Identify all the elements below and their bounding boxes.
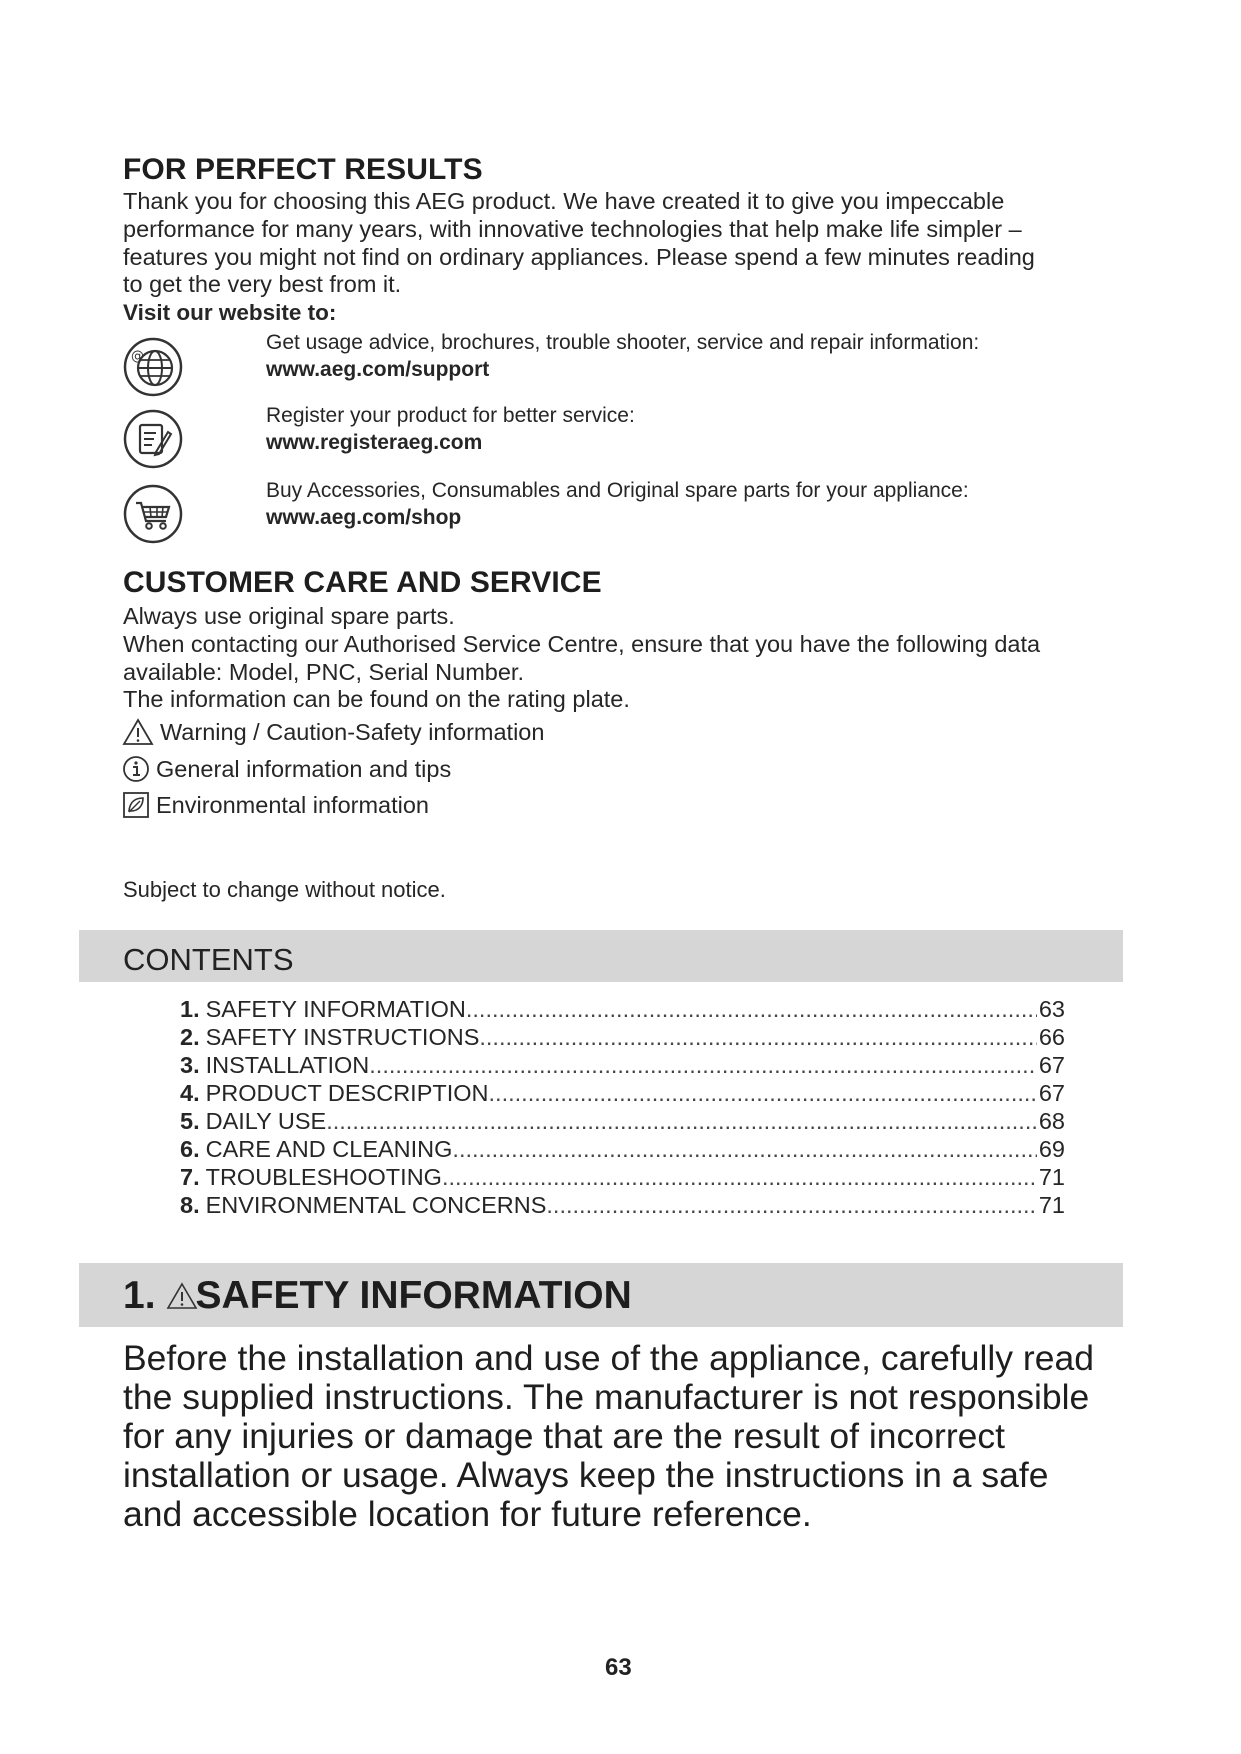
toc-number: 5. (180, 1108, 200, 1134)
toc-label: TROUBLESHOOTING (205, 1164, 442, 1190)
page-number: 63 (605, 1654, 632, 1681)
safety-line: for any injuries or damage that are the result of incorrect (123, 1416, 1006, 1456)
warning-icon (122, 718, 154, 746)
toc-item[interactable] (180, 1052, 1065, 1080)
safety-line: Before the installation and use of the appliance, carefully read (123, 1338, 1094, 1378)
safety-paragraph (123, 1339, 1133, 1534)
intro-line: performance for many years, with innovative technologies that help make life simpler – (123, 215, 1022, 242)
toc-item[interactable] (180, 1192, 1065, 1220)
toc-label: SAFETY INSTRUCTIONS (205, 1024, 480, 1050)
toc-label: PRODUCT DESCRIPTION (205, 1080, 489, 1106)
toc-page: 67 (1038, 1080, 1065, 1106)
link-register-text: Register your product for better service: (266, 404, 635, 427)
register-icon (122, 408, 184, 470)
toc-page: 63 (1038, 996, 1065, 1022)
care-line: The information can be found on the rating plate. (123, 686, 630, 713)
safety-line: the supplied instructions. The manufacturer is not responsible (123, 1377, 1090, 1417)
toc-page: 68 (1038, 1108, 1065, 1134)
toc-leader (466, 996, 1037, 1023)
toc-label: ENVIRONMENTAL CONCERNS (205, 1192, 547, 1218)
legend-environment-label: Environmental information (156, 791, 429, 818)
toc-item[interactable] (180, 1108, 1065, 1136)
toc-leader (326, 1108, 1037, 1135)
toc-item[interactable] (180, 1080, 1065, 1108)
shopping-cart-icon (122, 483, 184, 545)
legend-warning-label: Warning / Caution-Safety information (160, 718, 545, 745)
toc-page: 71 (1038, 1192, 1065, 1218)
toc-item[interactable] (180, 996, 1065, 1024)
legend-info (122, 755, 451, 783)
toc-number: 4. (180, 1080, 200, 1106)
link-shop-text: Buy Accessories, Consumables and Original spare parts for your appliance: (266, 479, 969, 502)
toc-leader (442, 1164, 1037, 1191)
globe-icon (122, 336, 184, 398)
toc-item[interactable] (180, 1164, 1065, 1192)
link-support-url[interactable]: www.aeg.com/support (266, 358, 490, 381)
toc-leader (369, 1052, 1037, 1079)
svg-text:@: @ (131, 349, 144, 364)
toc-number: 8. (180, 1192, 200, 1218)
toc-number: 3. (180, 1052, 200, 1078)
legend-environment (122, 791, 429, 819)
safety-heading-number: 1. (123, 1274, 156, 1317)
legend-warning (122, 718, 544, 746)
intro-line: Thank you for choosing this AEG product. We have created it to give you impeccable (123, 188, 1005, 214)
legend-info-label: General information and tips (156, 755, 452, 782)
care-line: Always use original spare parts. (123, 603, 455, 629)
toc-label: DAILY USE (205, 1108, 327, 1134)
toc-page: 71 (1038, 1164, 1065, 1190)
care-line: When contacting our Authorised Service Centre, ensure that you have the following data (123, 630, 1041, 657)
link-support-text: Get usage advice, brochures, trouble shooter, service and repair information: (266, 331, 980, 354)
toc-item[interactable] (180, 1024, 1065, 1052)
toc-leader (479, 1024, 1036, 1051)
toc-leader (452, 1136, 1036, 1163)
intro-paragraph (123, 188, 1133, 299)
toc-label: SAFETY INFORMATION (205, 996, 466, 1022)
toc-page: 69 (1038, 1136, 1065, 1162)
toc-number: 6. (180, 1136, 200, 1162)
toc-page: 66 (1038, 1024, 1065, 1050)
care-paragraph (123, 603, 1133, 714)
toc-label: INSTALLATION (205, 1052, 370, 1078)
toc-page: 67 (1038, 1052, 1065, 1078)
toc-number: 7. (180, 1164, 200, 1190)
link-shop-url[interactable]: www.aeg.com/shop (266, 506, 462, 529)
info-icon (122, 755, 150, 783)
toc-leader (489, 1080, 1037, 1107)
visit-label: Visit our website to: (123, 300, 337, 325)
section-title-customer-care: CUSTOMER CARE AND SERVICE (123, 566, 602, 599)
care-line: available: Model, PNC, Serial Number. (123, 658, 524, 685)
change-notice: Subject to change without notice. (123, 877, 446, 902)
safety-line: installation or usage. Always keep the instructions in a safe (123, 1455, 1049, 1495)
leaf-icon (122, 791, 150, 819)
toc-label: CARE AND CLEANING (205, 1136, 453, 1162)
intro-line: features you might not find on ordinary appliances. Please spend a few minutes reading (123, 243, 1035, 270)
safety-line: and accessible location for future reference. (123, 1494, 812, 1534)
toc-leader (546, 1192, 1036, 1219)
toc-item[interactable] (180, 1136, 1065, 1164)
toc-number: 1. (180, 996, 200, 1022)
warning-icon (166, 1281, 198, 1311)
intro-line: to get the very best from it. (123, 271, 402, 298)
link-register-url[interactable]: www.registeraeg.com (266, 431, 483, 454)
section-title-perfect-results: FOR PERFECT RESULTS (123, 153, 483, 186)
toc-number: 2. (180, 1024, 200, 1050)
safety-heading (123, 1274, 632, 1318)
safety-heading-title: SAFETY INFORMATION (195, 1274, 632, 1317)
contents-title: CONTENTS (123, 942, 294, 977)
